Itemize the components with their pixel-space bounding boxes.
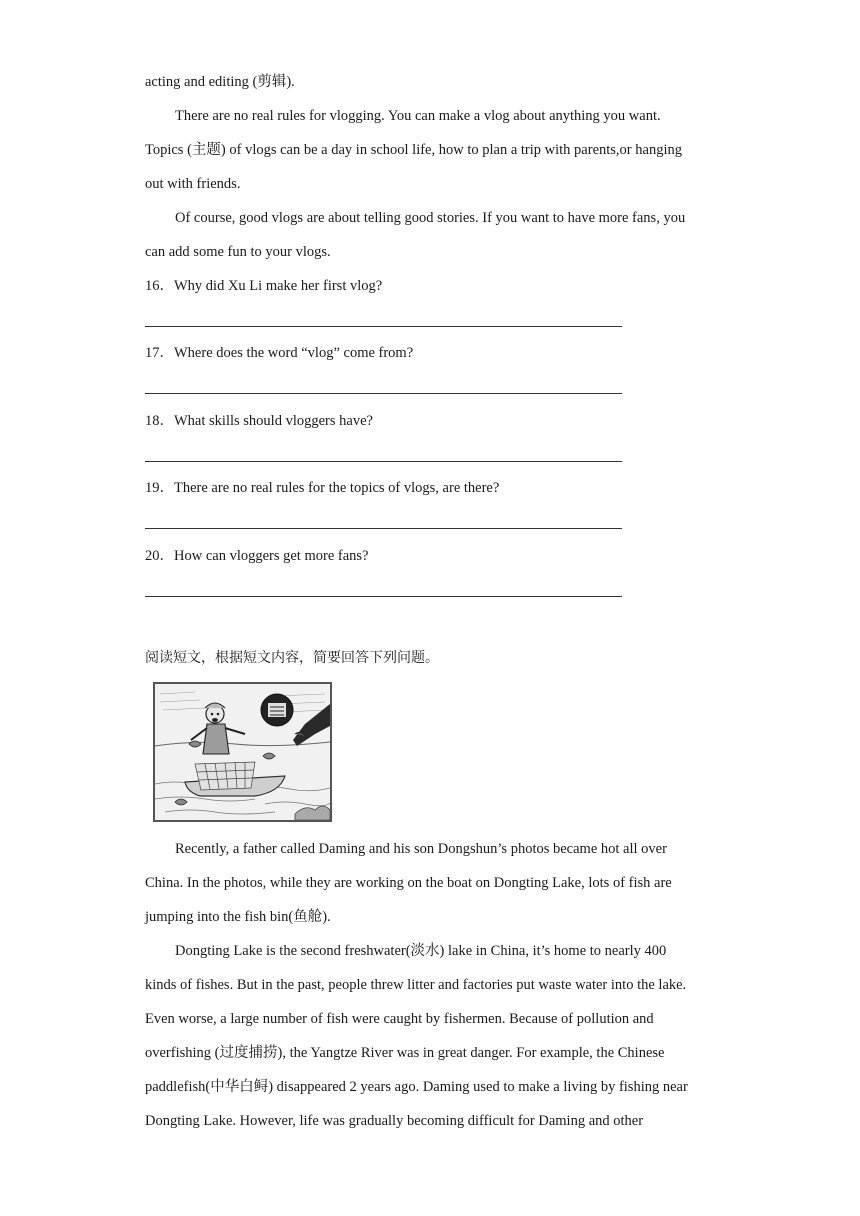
- question-19: [145, 478, 499, 498]
- question-number: 19．: [145, 480, 174, 496]
- passage-line: Of course, good vlogs are about telling good stories. If you want to have more fans, you: [175, 210, 686, 226]
- passage-line: out with friends.: [145, 176, 241, 192]
- question-number: 18．: [145, 413, 174, 429]
- question-text: What skills should vloggers have?: [174, 413, 373, 429]
- passage-line: Dongting Lake. However, life was gradually becoming difficult for Daming and other: [145, 1113, 644, 1129]
- passage-line: kinds of fishes. But in the past, people threw litter and factories put waste water into the lake.: [145, 977, 687, 993]
- question-17: [145, 343, 413, 363]
- passage-line: Even worse, a large number of fish were caught by fishermen. Because of pollution and: [145, 1011, 654, 1027]
- question-text: How can vloggers get more fans?: [174, 548, 369, 564]
- question-16: [145, 276, 382, 296]
- question-20: [145, 546, 368, 566]
- question-number: 16．: [145, 278, 174, 294]
- answer-blank-17[interactable]: [145, 393, 622, 394]
- cartoon-fisherman-illustration: [153, 682, 332, 822]
- section-instruction: 阅读短文，根据短文内容，简要回答下列问题。: [145, 650, 439, 666]
- question-text: Where does the word “vlog” come from?: [174, 345, 414, 361]
- passage-line: There are no real rules for vlogging. You can make a vlog about anything you want.: [175, 108, 661, 124]
- question-18: [145, 411, 373, 431]
- passage-line: paddlefish(中华白鲟) disappeared 2 years ago. Daming used to make a living by fishing near: [145, 1079, 688, 1095]
- question-number: 20．: [145, 548, 174, 564]
- passage-line: can add some fun to your vlogs.: [145, 244, 331, 260]
- question-number: 17．: [145, 345, 174, 361]
- answer-blank-16[interactable]: [145, 326, 622, 327]
- answer-blank-19[interactable]: [145, 528, 622, 529]
- passage-line: overfishing (过度捕捞), the Yangtze River was in great danger. For example, the Chinese: [145, 1045, 665, 1061]
- question-text: Why did Xu Li make her first vlog?: [174, 278, 383, 294]
- answer-blank-20[interactable]: [145, 596, 622, 597]
- passage-line: China. In the photos, while they are working on the boat on Dongting Lake, lots of fish are: [145, 875, 672, 891]
- answer-blank-18[interactable]: [145, 461, 622, 462]
- passage-line: jumping into the fish bin(鱼舱).: [145, 909, 331, 925]
- passage-line: Topics (主题) of vlogs can be a day in school life, how to plan a trip with parents,or hanging: [145, 142, 682, 158]
- passage-line: Recently, a father called Daming and his son Dongshun’s photos became hot all over: [175, 841, 667, 857]
- passage-line: acting and editing (剪辑).: [145, 74, 295, 90]
- passage-line: Dongting Lake is the second freshwater(淡水) lake in China, it’s home to nearly 400: [175, 943, 667, 959]
- question-text: There are no real rules for the topics of vlogs, are there?: [174, 480, 500, 496]
- fisherman-drawing-icon: [155, 684, 330, 820]
